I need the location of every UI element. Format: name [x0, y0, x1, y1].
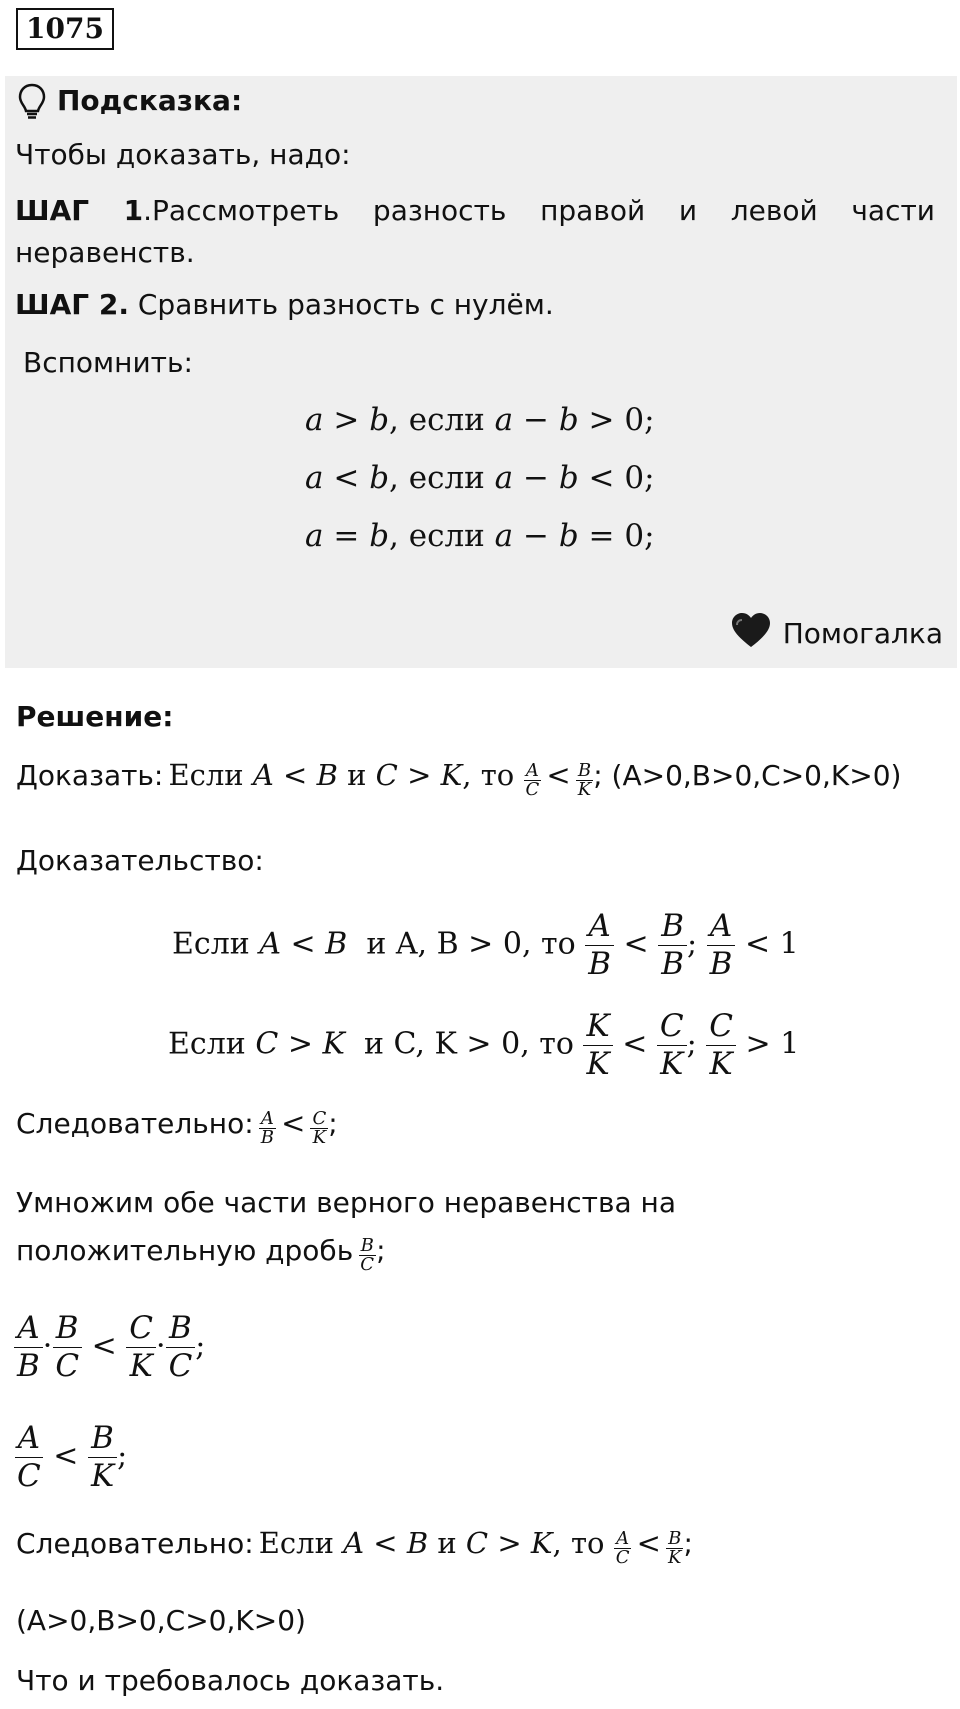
fraction-c-k: $\frac{C}{K}$	[657, 1008, 687, 1083]
product-line: $\frac{A}{B}$ · $\frac{B}{C}$ < $\frac{C}{K}$ · $\frac{B}{C}$ ;	[14, 1310, 205, 1385]
rule-rhs: b	[369, 402, 390, 438]
lightbulb-icon	[17, 82, 47, 126]
one: 1	[779, 926, 799, 962]
and-word: и	[437, 1526, 457, 1560]
prove-statement: Доказать: Если A < B и C > K, то $\frac{A}{C}$ < $\frac{B}{K}$ ; (A>0,B>0,C>0,K>0)	[16, 758, 902, 800]
multiply-text-2-label: положительную дробь	[16, 1234, 354, 1267]
fraction-a-c: $\frac{A}{C}$	[525, 760, 540, 800]
hence-2: Следовательно: Если A < B и C > K, то $\frac{A}{C}$ < $\frac{B}{K}$ ;	[16, 1526, 693, 1568]
rule-op-2: =	[588, 518, 615, 554]
one: 1	[780, 1026, 800, 1062]
fraction-a-c: $\frac{A}{C}$	[14, 1420, 44, 1495]
rule-op: >	[333, 402, 360, 438]
rule-cond: , если	[389, 402, 495, 438]
hint-box	[5, 76, 957, 668]
step-2-label: ШАГ 2.	[15, 288, 129, 321]
task-number: 1075	[16, 8, 114, 50]
rule-zero: 0;	[624, 518, 655, 554]
if-word: Если	[168, 1026, 246, 1062]
fraction-b-c: $\frac{B}{C}$	[52, 1310, 82, 1385]
rule-op: =	[333, 518, 360, 554]
rule-cond: , если	[389, 460, 495, 496]
rule-zero: 0;	[624, 460, 655, 496]
rule-cond: , если	[389, 518, 495, 554]
then-word: то	[570, 1526, 605, 1560]
rule-eq	[305, 518, 655, 554]
if-word: Если	[172, 926, 250, 962]
rule-rhs: b	[369, 518, 390, 554]
hence-label: Следовательно:	[16, 1107, 254, 1140]
rule-diff: a − b	[494, 460, 579, 496]
rule-op: <	[333, 460, 360, 496]
proof-label: Доказательство:	[16, 844, 264, 877]
rule-lhs: a	[305, 402, 324, 438]
step-2-text: Сравнить разность с нулём.	[137, 288, 554, 321]
prove-label: Доказать:	[16, 759, 164, 792]
conclusion: Что и требовалось доказать.	[16, 1664, 445, 1697]
brand[interactable]	[730, 612, 943, 654]
if-word: Если	[258, 1526, 334, 1560]
proof-line-1: Если A < B и A, B > 0, то $\frac{A}{B}$ < $\frac{B}{B}$ ; $\frac{A}{B}$ < 1	[172, 908, 799, 982]
rule-lhs: a	[305, 460, 324, 496]
step-1-text: .Рассмотреть разность правой и левой части неравенств.	[15, 194, 935, 269]
fraction-b-k: $\frac{B}{K}$	[88, 1420, 117, 1495]
rule-op-2: <	[588, 460, 615, 496]
fraction-a-b-2: $\frac{A}{B}$	[707, 908, 736, 983]
step-2	[15, 288, 554, 321]
step-1	[15, 190, 935, 274]
fraction-c-k: $\frac{C}{K}$	[126, 1310, 156, 1385]
rule-rhs: b	[369, 460, 390, 496]
rule-diff: a − b	[494, 518, 579, 554]
result-line: $\frac{A}{C}$ < $\frac{B}{K}$ ;	[14, 1420, 127, 1495]
fraction-c-k-small: $\frac{C}{K}$	[312, 1108, 327, 1148]
and-word: и	[347, 758, 367, 792]
fraction-b-k-small: $\frac{B}{K}$	[668, 1528, 682, 1568]
solution-title: Решение:	[16, 700, 174, 733]
fraction-b-c-2: $\frac{B}{C}$	[166, 1310, 196, 1385]
brand-name: Помогалка	[782, 616, 943, 650]
heart-icon	[730, 612, 772, 654]
rule-gt	[305, 402, 655, 438]
fraction-a-b: $\frac{A}{B}$	[14, 1310, 43, 1385]
rule-op-2: >	[588, 402, 615, 438]
fraction-b-k: $\frac{B}{K}$	[577, 760, 592, 800]
line1-mid: и A, B > 0, то	[366, 926, 576, 962]
rule-lhs: a	[305, 518, 324, 554]
fraction-b-c-small: $\frac{B}{C}$	[360, 1235, 375, 1275]
then-word: то	[480, 758, 515, 792]
hint-intro: Чтобы доказать, надо:	[15, 138, 351, 171]
rule-lt	[305, 460, 655, 496]
fraction-b-b: $\frac{B}{B}$	[658, 908, 687, 983]
step-1-label: ШАГ 1	[15, 194, 144, 227]
rule-diff: a − b	[494, 402, 579, 438]
rule-zero: 0;	[624, 402, 655, 438]
if-word: Если	[168, 758, 244, 792]
conditions-2: (A>0,B>0,C>0,K>0)	[16, 1604, 306, 1637]
fraction-k-k: $\frac{K}{K}$	[583, 1008, 612, 1083]
fraction-a-b: $\frac{A}{B}$	[585, 908, 614, 983]
fraction-c-k-2: $\frac{C}{K}$	[706, 1008, 736, 1083]
remember-label: Вспомнить:	[23, 346, 193, 379]
hint-title: Подсказка:	[57, 84, 243, 117]
fraction-a-b-small: $\frac{A}{B}$	[260, 1108, 274, 1148]
hence-1: Следовательно: $\frac{A}{B}$ < $\frac{C}{K}$ ;	[16, 1106, 338, 1148]
fraction-a-c-small: $\frac{A}{C}$	[615, 1528, 630, 1568]
conditions: (A>0,B>0,C>0,K>0)	[611, 759, 902, 792]
multiply-text-2: положительную дробь $\frac{B}{C}$ ;	[16, 1234, 386, 1275]
line2-mid: и C, K > 0, то	[364, 1026, 574, 1062]
hence-label: Следовательно:	[16, 1527, 254, 1560]
proof-line-2: Если C > K и C, K > 0, то $\frac{K}{K}$ < $\frac{C}{K}$ ; $\frac{C}{K}$ > 1	[168, 1008, 800, 1082]
multiply-text-1: Умножим обе части верного неравенства на	[16, 1186, 677, 1219]
